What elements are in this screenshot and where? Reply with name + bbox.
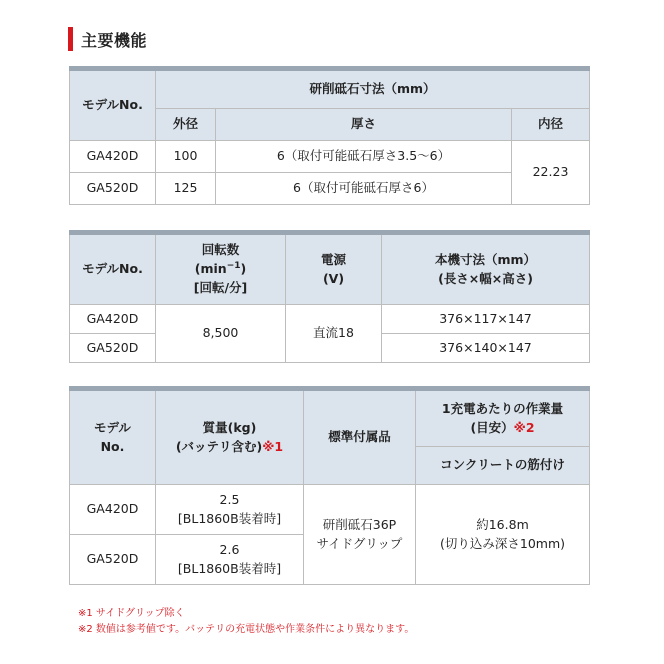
title-accent-bar xyxy=(68,27,73,51)
mass-battery-note: [BL1860B装着時] xyxy=(177,510,282,526)
table-row xyxy=(70,485,590,535)
model-cell: GA420D xyxy=(70,141,156,173)
model-cell: GA520D xyxy=(70,334,156,363)
table-row xyxy=(70,305,590,334)
mass-note-mark: ※1 xyxy=(262,438,284,454)
thickness-header: 厚さ xyxy=(216,109,512,141)
thickness-cell: 6（取付可能砥石厚さ6） xyxy=(216,173,512,205)
mass-value: 2.6 xyxy=(219,541,240,557)
model-header: モデルNo. xyxy=(70,69,156,141)
power-header xyxy=(286,233,382,305)
inner-diameter-header: 内径 xyxy=(512,109,590,141)
rpm-unit-exponent: −1 xyxy=(226,261,241,272)
rpm-header xyxy=(156,233,286,305)
dimensions-header-sub: (長さ×幅×高さ) xyxy=(438,270,533,286)
footnotes xyxy=(78,606,414,638)
outer-diameter-header: 外径 xyxy=(156,109,216,141)
mass-header xyxy=(156,389,304,485)
accessory-item: サイドグリップ xyxy=(316,535,403,551)
model-header xyxy=(70,389,156,485)
work-amount-depth: (切り込み深さ10mm) xyxy=(439,535,565,551)
mass-header-sub xyxy=(156,438,303,457)
mass-accessory-table xyxy=(69,386,590,585)
inner-diameter-cell: 22.23 xyxy=(512,141,590,205)
model-header-line1: モデル xyxy=(94,419,131,435)
mass-cell xyxy=(156,535,304,585)
spec-table xyxy=(69,230,590,363)
work-amount-cell xyxy=(416,485,590,585)
rpm-header-title: 回転数 xyxy=(201,242,240,258)
work-amount-value: 約16.8m xyxy=(476,516,529,532)
accessory-item: 研削砥石36P xyxy=(322,516,397,532)
mass-battery-note: [BL1860B装着時] xyxy=(177,560,282,576)
model-header: モデルNo. xyxy=(70,233,156,305)
work-amount-title: 1充電あたりの作業量 xyxy=(441,400,564,416)
work-amount-header xyxy=(416,389,590,447)
power-header-title: 電源 xyxy=(320,251,346,267)
rpm-cell: 8,500 xyxy=(156,305,286,363)
model-cell: GA520D xyxy=(70,173,156,205)
rpm-header-sub: [回転/分] xyxy=(193,279,248,295)
dimensions-cell: 376×140×147 xyxy=(382,334,590,363)
concrete-grooving-header: コンクリートの筋付け xyxy=(416,447,590,485)
power-cell: 直流18 xyxy=(286,305,382,363)
footnote: ※2 数値は参考値です。バッテリの充電状態や作業条件により異なります。 xyxy=(78,624,415,635)
model-cell: GA520D xyxy=(70,535,156,585)
mass-value: 2.5 xyxy=(219,491,240,507)
work-amount-sub xyxy=(416,419,589,438)
section-title: 主要機能 xyxy=(81,30,148,50)
rpm-unit-close: ) xyxy=(240,261,247,277)
thickness-cell: 6（取付可能砥石厚さ3.5～6） xyxy=(216,141,512,173)
outer-diameter-cell: 100 xyxy=(156,141,216,173)
section-heading xyxy=(68,26,147,52)
model-cell: GA420D xyxy=(70,485,156,535)
mass-header-battery: (バッテリ含む) xyxy=(175,438,263,454)
table-row xyxy=(70,141,590,173)
dimensions-header-title: 本機寸法（mm） xyxy=(434,251,537,267)
accessories-header: 標準付属品 xyxy=(304,389,416,485)
rpm-header-unit xyxy=(156,260,285,279)
grinding-wheel-table xyxy=(69,66,590,205)
dimensions-header xyxy=(382,233,590,305)
accessories-cell xyxy=(304,485,416,585)
mass-header-title: 質量(kg) xyxy=(202,419,257,435)
wheel-dimension-header: 研削砥石寸法（mm） xyxy=(156,69,590,109)
power-header-unit: (V) xyxy=(322,270,345,286)
work-amount-estimate: (目安） xyxy=(470,419,514,435)
model-header-line2: No. xyxy=(100,438,125,454)
work-note-mark: ※2 xyxy=(513,419,535,435)
mass-cell xyxy=(156,485,304,535)
footnote: ※1 サイドグリップ除く xyxy=(78,608,185,619)
outer-diameter-cell: 125 xyxy=(156,173,216,205)
rpm-unit-open: (min xyxy=(194,261,227,277)
model-cell: GA420D xyxy=(70,305,156,334)
dimensions-cell: 376×117×147 xyxy=(382,305,590,334)
